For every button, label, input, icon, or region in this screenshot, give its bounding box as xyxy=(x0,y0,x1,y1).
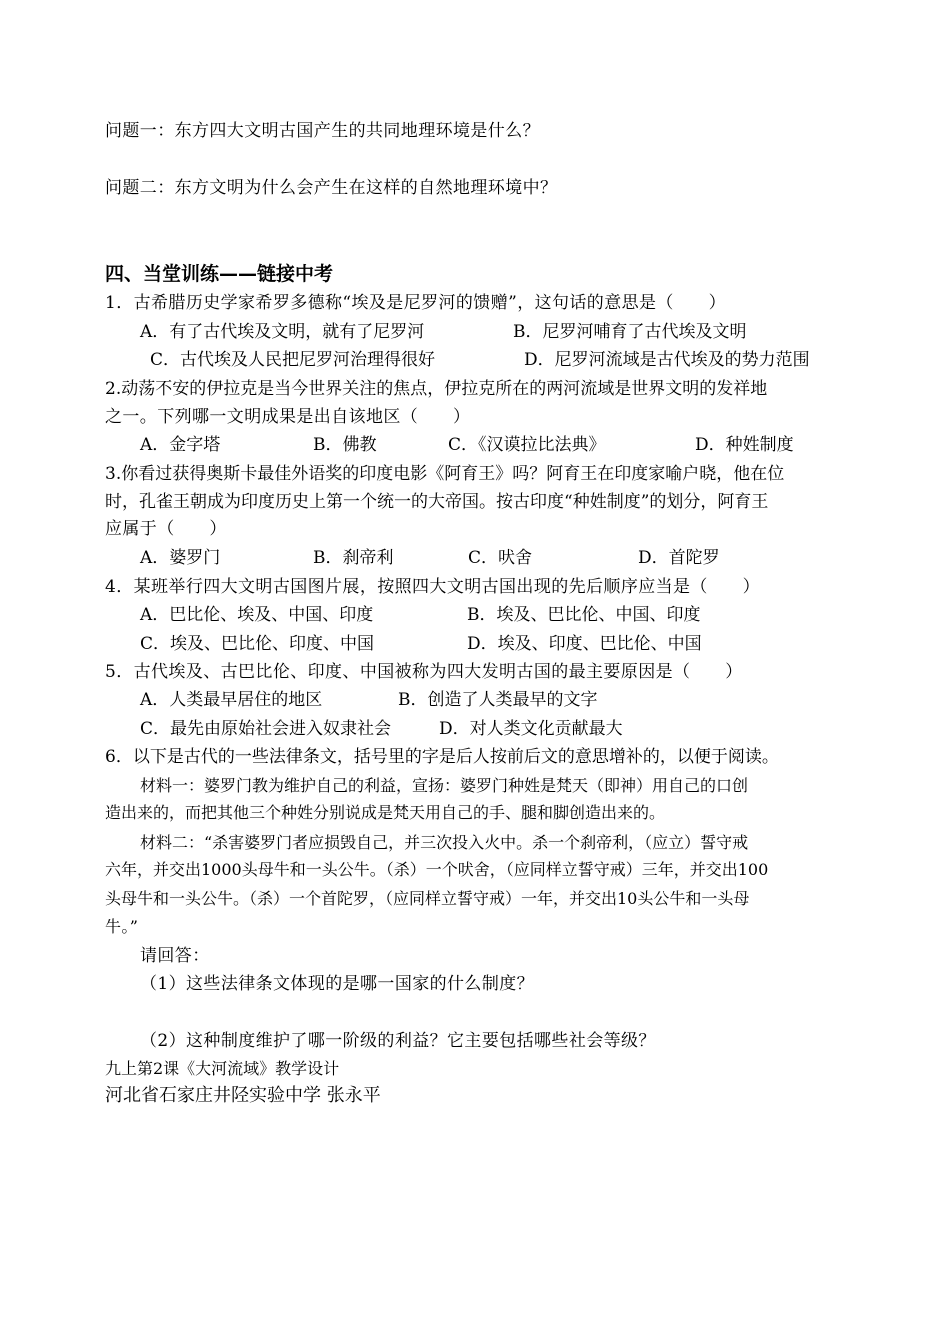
q5-option-d: D．对人类文化贡献最大 xyxy=(439,719,623,739)
q4-option-b: B．埃及、巴比伦、中国、印度 xyxy=(467,605,701,625)
question-two: 问题二：东方文明为什么会产生在这样的自然地理环境中？ xyxy=(105,178,558,198)
q1-stem: 1．古希腊历史学家希罗多德称“埃及是尼罗河的馈赠”，这句话的意思是（ ） xyxy=(105,293,726,313)
q6-material-2-line-2: 六年，并交出1000头母牛和一头公牛。（杀）一个吠舍，（应同样立誓守戒）三年，并交出100 xyxy=(105,860,769,879)
q5-stem: 5．古代埃及、古巴比伦、印度、中国被称为四大发明古国的最主要原因是（ ） xyxy=(105,662,743,682)
q2-option-d: D．种姓制度 xyxy=(695,435,794,455)
q4-option-d: D．埃及、印度、巴比伦、中国 xyxy=(467,634,702,654)
q4-option-a: A．巴比伦、埃及、中国、印度 xyxy=(140,605,374,625)
section-title: 四、当堂训练——链接中考 xyxy=(105,263,334,285)
q5-option-a: A．人类最早居住的地区 xyxy=(140,690,323,710)
q1-option-d: D．尼罗河流域是古代埃及的势力范围 xyxy=(524,350,810,370)
q6-material-2-line-4: 牛。” xyxy=(105,917,139,936)
footer-author: 河北省石家庄井陉实验中学 张永平 xyxy=(105,1085,381,1106)
q6-material-2-line-1: 材料二：“杀害婆罗门者应损毁自己，并三次投入火中。杀一个刹帝利，（应立）誓守戒 xyxy=(140,833,749,852)
q2-stem-line-2: 之一。下列哪一文明成果是出自该地区（ ） xyxy=(105,407,471,427)
q2-option-a: A．金字塔 xyxy=(140,435,221,455)
q3-stem-line-1: 3.你看过获得奥斯卡最佳外语奖的印度电影《阿育王》吗？阿育王在印度家喻户晓，他在位 xyxy=(105,464,785,484)
q3-option-d: D．首陀罗 xyxy=(638,548,720,568)
q4-option-c: C．埃及、巴比伦、印度、中国 xyxy=(140,634,375,654)
q2-option-b: B．佛教 xyxy=(313,435,377,455)
q6-ask-label: 请回答： xyxy=(140,946,210,966)
q3-option-a: A．婆罗门 xyxy=(140,548,221,568)
q5-option-c: C．最先由原始社会进入奴隶社会 xyxy=(140,719,392,739)
question-one: 问题一：东方四大文明古国产生的共同地理环境是什么？ xyxy=(105,121,540,141)
q6-sub-question-1: （1）这些法律条文体现的是哪一国家的什么制度？ xyxy=(140,974,535,994)
q3-stem-line-2: 时，孔雀王朝成为印度历史上第一个统一的大帝国。按古印度“种姓制度”的划分，阿育王 xyxy=(105,492,769,512)
q6-material-1-line-1: 材料一：婆罗门教为维护自己的利益，宣扬：婆罗门种姓是梵天（即神）用自己的口创 xyxy=(140,776,749,795)
q4-stem: 4．某班举行四大文明古国图片展，按照四大文明古国出现的先后顺序应当是（ ） xyxy=(105,577,761,597)
q1-option-a: A．有了古代埃及文明，就有了尼罗河 xyxy=(140,322,425,342)
q6-material-1-line-2: 造出来的，而把其他三个种姓分别说成是梵天用自己的手、腿和脚创造出来的。 xyxy=(105,803,666,822)
q3-stem-line-3: 应属于（ ） xyxy=(105,519,227,539)
q6-stem: 6．以下是古代的一些法律条文，括号里的字是后人按前后文的意思增补的，以便于阅读。 xyxy=(105,747,779,767)
q2-stem-line-1: 2.动荡不安的伊拉克是当今世界关注的焦点，伊拉克所在的两河流域是世界文明的发祥地 xyxy=(105,379,768,399)
q3-option-b: B．刹帝利 xyxy=(313,548,394,568)
q6-sub-question-2: （2）这种制度维护了哪一阶级的利益？它主要包括哪些社会等级？ xyxy=(140,1031,656,1051)
q2-option-c: C．《汉谟拉比法典》 xyxy=(448,435,606,455)
footer-course: 九上第2课《大河流域》教学设计 xyxy=(105,1059,340,1078)
q5-option-b: B．创造了人类最早的文字 xyxy=(398,690,598,710)
q3-option-c: C．吠舍 xyxy=(468,548,533,568)
q6-material-2-line-3: 头母牛和一头公牛。（杀）一个首陀罗，（应同样立誓守戒）一年，并交出10头公牛和一头母 xyxy=(105,889,750,908)
q1-option-c: C．古代埃及人民把尼罗河治理得很好 xyxy=(150,350,436,370)
q1-option-b: B．尼罗河哺育了古代埃及文明 xyxy=(513,322,747,342)
